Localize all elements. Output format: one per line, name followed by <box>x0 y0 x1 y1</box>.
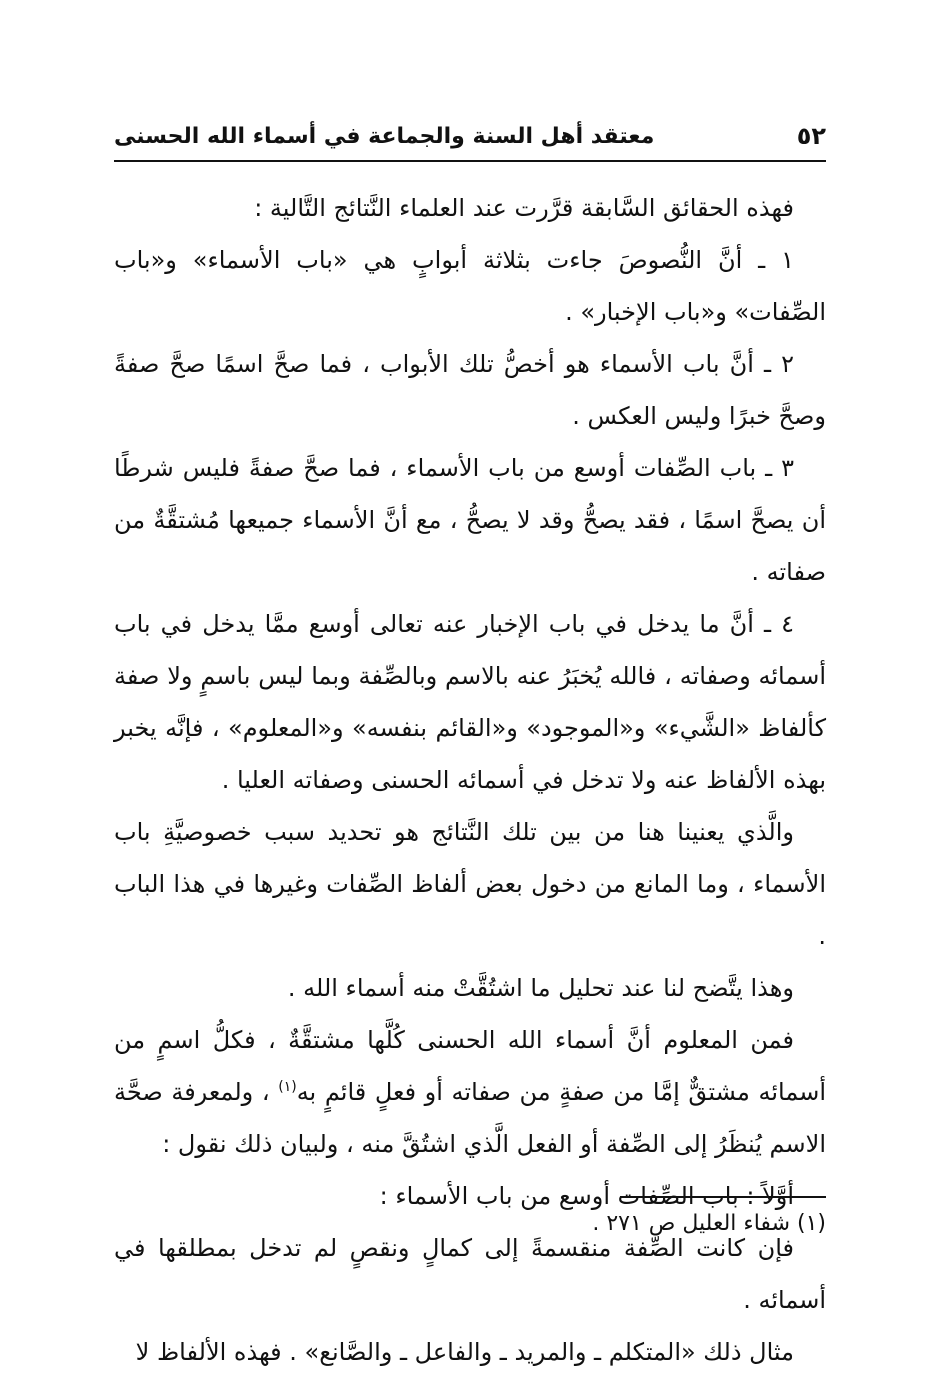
paragraph-derivation-part-1: فمن المعلوم أنَّ أسماء الله الحسنى كُلَّها مشتقَّةٌ ، فكلُّ اسمٍ من أسمائه مشتقٌّ إمَّا من صفةٍ من صفاته أو فعلٍ قائمٍ به <box>114 1026 826 1106</box>
running-header <box>114 116 826 156</box>
paragraph-derivation <box>114 1014 826 1170</box>
paragraph-intro: فهذه الحقائق السَّابقة قرَّرت عند العلماء النَّتائج التَّالية : <box>254 194 794 222</box>
paragraph-point-2: ٢ ـ أنَّ باب الأسماء هو أخصُّ تلك الأبواب ، فما صحَّ اسمًا صحَّ صفةً وصحَّ خبرًا وليس العكس . <box>114 350 826 430</box>
page-number: ٥٢ <box>796 122 826 150</box>
book-title: معتقد أهل السنة والجماعة في أسماء الله الحسنى <box>114 124 655 149</box>
paragraph-division: فإن كانت الصِّفة منقسمةً إلى كمالٍ ونقصٍ لم تدخل بمطلقها في أسمائه . <box>114 1234 826 1314</box>
paragraph-clarify: وهذا يتَّضح لنا عند تحليل ما اشتُقَّتْ منه أسماء الله . <box>287 974 794 1002</box>
footnote: (١) شفاء العليل ص ٢٧١ . <box>592 1211 826 1236</box>
paragraph-concern: والَّذي يعنينا هنا من بين تلك النَّتائج هو تحديد سبب خصوصيَّةِ باب الأسماء ، وما المانع من دخول بعض ألفاظ الصِّفات وغيرها في هذا الباب . <box>114 818 826 950</box>
footnote-rule <box>620 1196 826 1198</box>
paragraph-point-3: ٣ ـ باب الصِّفات أوسع من باب الأسماء ، فما صحَّ صفةً فليس شرطًا أن يصحَّ اسمًا ، فقد يصحُّ وقد لا يصحُّ ، مع أنَّ الأسماء جميعها مُشتقَّةٌ من صفاته . <box>114 454 826 586</box>
section-heading-first: أوَّلاً : باب الصِّفات أوسع من باب الأسماء : <box>379 1182 794 1210</box>
paragraph-example: مثال ذلك «المتكلم ـ والمريد ـ والفاعل ـ والصَّانع» . فهذه الألفاظ لا <box>135 1338 794 1366</box>
footnote-reference: (١) <box>278 1079 297 1095</box>
header-rule <box>114 160 826 162</box>
body-text <box>114 182 826 1378</box>
paragraph-point-4: ٤ ـ أنَّ ما يدخل في باب الإخبار عنه تعالى أوسع ممَّا يدخل في باب أسمائه وصفاته ، فالله يُخبَرُ عنه بالاسم وبالصِّفة وبما ليس باسمٍ ولا صفة كألفاظ «الشَّيء» و«الموجود» و«القائم بنفسه» و«المعلوم» ، فإنَّه يخبر بهذه الألفاظ عنه ولا تدخل في أسمائه الحسنى وصفاته العليا . <box>114 610 826 794</box>
paragraph-point-1: ١ ـ أنَّ النُّصوصَ جاءت بثلاثة أبوابٍ هي «باب الأسماء» و«باب الصِّفات» و«باب الإخبار» . <box>114 246 826 326</box>
paragraph-derivation-part-2: ، ولمعرفة صحَّة الاسم يُنظَرُ إلى الصِّفة أو الفعل الَّذي اشتُقَّ منه ، ولبيان ذلك نقول : <box>114 1078 826 1158</box>
